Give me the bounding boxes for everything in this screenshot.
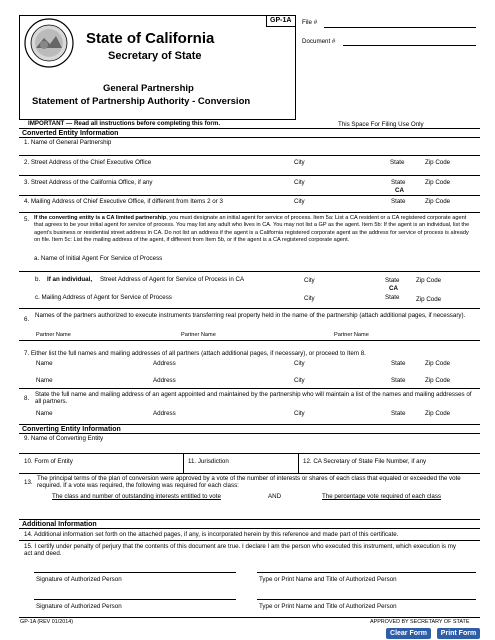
item-8-address: Address xyxy=(153,410,176,417)
file-number-label: File # xyxy=(302,19,318,26)
item-9-label: 9. Name of Converting Entity xyxy=(24,435,104,442)
rule xyxy=(19,175,480,176)
item-8-zip: Zip Code xyxy=(425,410,451,417)
rule xyxy=(19,340,480,341)
item-5-number: 5. xyxy=(24,216,30,223)
state-seal xyxy=(24,18,74,68)
item-13-number: 13. xyxy=(24,479,33,486)
item-7-row1-address: Address xyxy=(153,360,176,367)
document-number-field[interactable] xyxy=(343,45,476,46)
filing-space-label: This Space For Filing Use Only xyxy=(338,121,424,128)
item-13-percentage-heading: The percentage vote required of each class xyxy=(322,493,442,500)
print-form-button[interactable]: Print Form xyxy=(437,628,480,639)
rule xyxy=(19,433,480,434)
name-title-line-2[interactable] xyxy=(257,599,476,600)
item-5b-state: State xyxy=(385,277,400,284)
signature-line-1[interactable] xyxy=(34,572,236,573)
item-4-state: State xyxy=(391,198,406,205)
name-title-label-2: Type or Print Name and Title of Authorized Person xyxy=(259,603,397,610)
rule xyxy=(298,453,299,473)
item-8-label: State the full name and mailing address of an agent appointed and maintained by the partnership who will maintain a list of the names and mailing addresses of all partners. xyxy=(35,391,472,406)
item-3-state: State xyxy=(391,179,406,186)
state-title: State of California xyxy=(86,30,215,47)
rule xyxy=(19,473,480,474)
item-7-row2-city: City xyxy=(294,377,305,384)
item-8-city: City xyxy=(294,410,305,417)
name-title-label-1: Type or Print Name and Title of Authorized Person xyxy=(259,576,397,583)
rule xyxy=(19,453,480,454)
item-5-instructions xyxy=(34,215,476,245)
item-5-text: , you must designate an initial agent for service of process. Item 5a: List a CA resident or a CA registered corporate agent that agrees to be your initial agent for service of process. You may list any adult who lives in CA. You may not list a GP as the agent. Item 5b: If the agent is an individual, list the agent's business or residential street address in CA. Do not list an address if the agent is a California registered corporate agent as the address for service of process is already on file. Item 5c: List the mailing address of the agent, if different from Item 5b, or if the agent is a CA registered corporate agent. xyxy=(34,215,470,244)
item-2-city: City xyxy=(294,159,305,166)
item-2-label: 2. Street Address of the Chief Executive Office xyxy=(24,159,152,166)
item-10-label: 10. Form of Entity xyxy=(24,458,73,465)
item-3-city: City xyxy=(294,179,305,186)
rule xyxy=(19,155,480,156)
doc-title: Statement of Partnership Authority - Conversion xyxy=(32,96,251,107)
item-5b-city: City xyxy=(304,277,315,284)
rule xyxy=(19,528,480,529)
item-1-label: 1. Name of General Partnership xyxy=(24,139,112,146)
important-notice: IMPORTANT — Read all instructions before completing this form. xyxy=(28,120,221,127)
item-7-row2-address: Address xyxy=(153,377,176,384)
item-11-label: 11. Jurisdiction xyxy=(188,458,229,465)
item-5b-prefix: b. xyxy=(35,276,41,283)
rule xyxy=(19,128,480,129)
revision-label: GP-1A (REV 01/2014) xyxy=(20,619,74,625)
item-7-row2-state: State xyxy=(391,377,406,384)
item-5c-zip: Zip Code xyxy=(416,296,442,303)
partner-name-3: Partner Name xyxy=(334,332,369,338)
item-5b-state-value: CA xyxy=(389,285,398,292)
item-3-state-value: CA xyxy=(395,187,404,194)
document-number-label: Document # xyxy=(302,38,336,45)
item-2-zip: Zip Code xyxy=(425,159,451,166)
office-title: Secretary of State xyxy=(108,50,202,62)
item-5b-label: Street Address of Agent for Service of Process in CA xyxy=(100,276,245,283)
item-3-label: 3. Street Address of the California Office, if any xyxy=(24,179,153,186)
item-15-label: 15. I certify under penalty of perjury that the contents of this document are true. I declare I am the person who executed this instrument, which execution is my act and deed. xyxy=(24,543,456,558)
item-7-row2-zip: Zip Code xyxy=(425,377,451,384)
item-4-label: 4. Mailing Address of Chief Executive Office, if different from Items 2 or 3 xyxy=(24,198,223,205)
item-6-label: Names of the partners authorized to execute instruments transferring real property held in the name of the partnership (attach additional pages, if necessary). xyxy=(35,312,466,319)
item-5b-bold: If an individual, xyxy=(47,276,93,283)
rule xyxy=(19,308,480,309)
converted-heading: Converted Entity Information xyxy=(22,130,119,137)
item-7-row1-zip: Zip Code xyxy=(425,360,451,367)
file-number-field[interactable] xyxy=(324,27,476,28)
name-title-line-1[interactable] xyxy=(257,572,476,573)
rule xyxy=(19,617,480,618)
item-3-zip: Zip Code xyxy=(425,179,451,186)
item-7-label: 7. Either list the full names and mailing addresses of all partners (attach additional pages, if necessary), or proceed to Item 8. xyxy=(24,350,366,357)
rule xyxy=(19,271,480,272)
signature-line-2[interactable] xyxy=(34,599,236,600)
item-5b-zip: Zip Code xyxy=(416,277,442,284)
approved-label: APPROVED BY SECRETARY OF STATE xyxy=(370,619,470,625)
additional-heading: Additional Information xyxy=(22,521,97,528)
item-2-state: State xyxy=(390,159,405,166)
signature-label-2: Signature of Authorized Person xyxy=(36,603,122,610)
rule xyxy=(19,212,480,213)
item-13-label: The principal terms of the plan of conversion were approved by a vote of the number of interests or shares of each class that equaled or exceeded the vote required. If a vote was required, the following was required for each class: xyxy=(37,475,461,490)
item-8-name: Name xyxy=(36,410,53,417)
partner-name-2: Partner Name xyxy=(181,332,216,338)
item-8-state: State xyxy=(391,410,406,417)
item-7-row1-state: State xyxy=(391,360,406,367)
rule xyxy=(19,519,480,520)
item-5-bold: If the converting entity is a CA limited partnership xyxy=(34,215,167,221)
item-4-city: City xyxy=(294,198,305,205)
item-8-number: 8. xyxy=(24,395,30,402)
doc-type: General Partnership xyxy=(103,83,194,94)
item-7-row2-name: Name xyxy=(36,377,53,384)
rule xyxy=(19,424,480,425)
partner-name-1: Partner Name xyxy=(36,332,71,338)
item-13-and: AND xyxy=(268,493,282,500)
rule xyxy=(19,195,480,196)
signature-label-1: Signature of Authorized Person xyxy=(36,576,122,583)
item-14-label: 14. Additional information set forth on the attached pages, if any, is incorporated herein by this reference and made part of this certificate. xyxy=(24,531,399,538)
rule xyxy=(19,540,480,541)
form-code: GP-1A xyxy=(270,17,292,24)
item-7-row1-name: Name xyxy=(36,360,53,367)
item-5c-state: State xyxy=(385,294,400,301)
item-6-number: 6. xyxy=(24,316,30,323)
converting-heading: Converting Entity Information xyxy=(22,426,121,433)
item-12-label: 12. CA Secretary of State File Number, if any xyxy=(303,458,427,465)
item-5c-label: c. Mailing Address of Agent for Service of Process xyxy=(35,294,172,301)
item-13-class-heading: The class and number of outstanding interests entitled to vote xyxy=(52,493,221,500)
rule xyxy=(19,388,480,389)
item-7-row1-city: City xyxy=(294,360,305,367)
clear-form-button[interactable]: Clear Form xyxy=(386,628,431,639)
item-4-zip: Zip Code xyxy=(425,198,451,205)
rule xyxy=(19,137,480,138)
rule xyxy=(183,453,184,473)
item-5a-label: a. Name of Initial Agent For Service of Process xyxy=(34,255,163,262)
item-5c-city: City xyxy=(304,295,315,302)
